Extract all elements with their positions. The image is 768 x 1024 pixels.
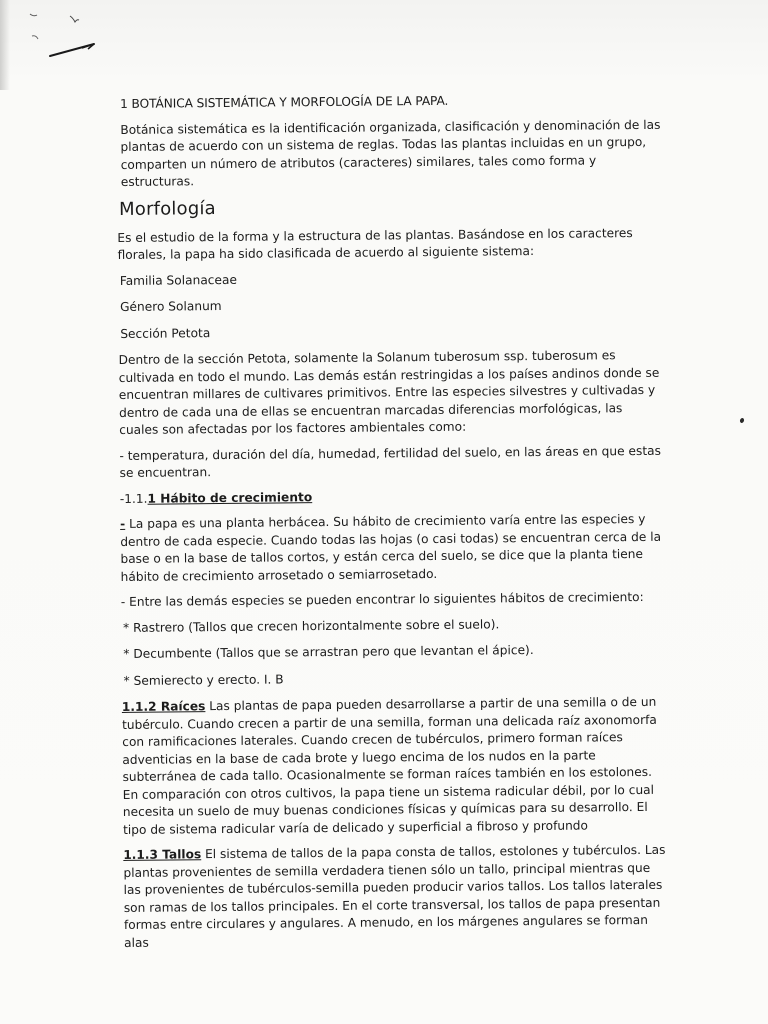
habito-dash: -: [120, 516, 126, 531]
habito-number: -1.1.: [119, 491, 148, 506]
habito-others-intro: - Entre las demás especies se pueden encontrar lo siguientes hábitos de crecimiento:: [120, 589, 644, 609]
raices-heading: 1.1.2 Raíces: [121, 699, 206, 714]
taxonomy-seccion: Sección Petota: [120, 325, 211, 341]
morfologia-heading: Morfología: [118, 197, 216, 220]
habito-text: La papa es una planta herbácea. Su hábito de crecimiento varía entre las especies y dentro de cada especie. Cuando todas las hojas (o casi todas) se encuentran cerca de la base o en la base de tallos cortos, y están cerca del suelo, se dice que la planta tiene hábito de crecimiento arrosetado o semiarrosetado.: [120, 511, 662, 584]
taxonomy-genero: Género Solanum: [119, 298, 222, 314]
habito-heading: [120, 485, 665, 508]
binder-shadow: [0, 0, 10, 90]
habito-item-decumbente: * Decumbente (Tallos que se arrastran pero que levantan el ápice).: [123, 643, 534, 661]
environmental-factors: - temperatura, duración del día, humedad, fertilidad del suelo, en las áreas en que estas se encuentran.: [119, 443, 661, 480]
pen-mark-icon: [22, 6, 112, 66]
stray-ink-dot: [739, 417, 744, 423]
raices-text: Las plantas de papa pueden desarrollarse a partir de una semilla o de un tubérculo. Cuando crecen a partir de una semilla, forman una delicada raíz axonomorfa con ramificaciones laterales. Cuando crecen de tubérculos, primero forman raíces adventicias en la base de cada brote y luego encima de los nudos en la parte subterránea de cada tallo. Ocasionalmente se forman raíces también en los estolones. En comparación con otros cultivos, la papa tiene un sistema radicular débil, por lo cual necesita un suelo de muy buenas condiciones físicas y químicas para su desarrollo. El tipo de sistema radicular varía de delicado y superficial a fibroso y profundo: [121, 694, 657, 837]
raices-section: [122, 694, 668, 839]
tallos-text: El sistema de tallos de la papa consta de tallos, estolones y tubérculos. Las plantas provenientes de semilla verdadera tienen sólo un tallo, principal mientras que las provenientes de tubérculos-semilla pueden producir varios tallos. Los tallos laterales son ramas de los tallos principales. En el corte transversal, los tallos de papa presentan formas entre circulares y angulares. A menudo, en los márgenes angulares se forman alas: [123, 842, 666, 950]
tallos-heading: 1.1.3 Tallos: [123, 847, 202, 862]
habito-paragraph: [120, 511, 666, 586]
tallos-section: [123, 842, 669, 952]
habito-title: 1 Hábito de crecimiento: [147, 489, 313, 506]
intro-paragraph: Botánica sistemática es la identificación organizada, clasificación y denominación de las plantas de acuerdo con un sistema de reglas. Todas las plantas incluidas en un grupo, comparten un número de atributos (caracteres) similares, tales como forma y estructuras.: [120, 117, 661, 189]
taxonomy-familia: Familia Solanaceae: [119, 272, 237, 288]
habito-item-rastrero: * Rastrero (Tallos que crecen horizontalmente sobre el suelo).: [123, 616, 500, 635]
document-title: 1 BOTÁNICA SISTEMÁTICA Y MORFOLOGÍA DE LA PAPA.: [120, 93, 449, 111]
morfologia-definition: Es el estudio de la forma y la estructura de las plantas. Basándose en los caracteres florales, la papa ha sido clasificada de acuerdo al siguiente sistema:: [117, 225, 633, 262]
petota-paragraph: Dentro de la sección Petota, solamente la Solanum tuberosum ssp. tuberosum es cultivada en todo el mundo. Las demás están restringidas a los países andinos donde se encuentran millares de cultivares primitivos. Entre las especies silvestres y cultivadas y dentro de cada una de ellas se encuentran marcadas diferencias morfológicas, las cuales son afectadas por los factores ambientales como:: [118, 348, 660, 437]
habito-item-semierecto: * Semierecto y erecto. I. B: [123, 671, 284, 688]
document-body: [116, 91, 669, 960]
